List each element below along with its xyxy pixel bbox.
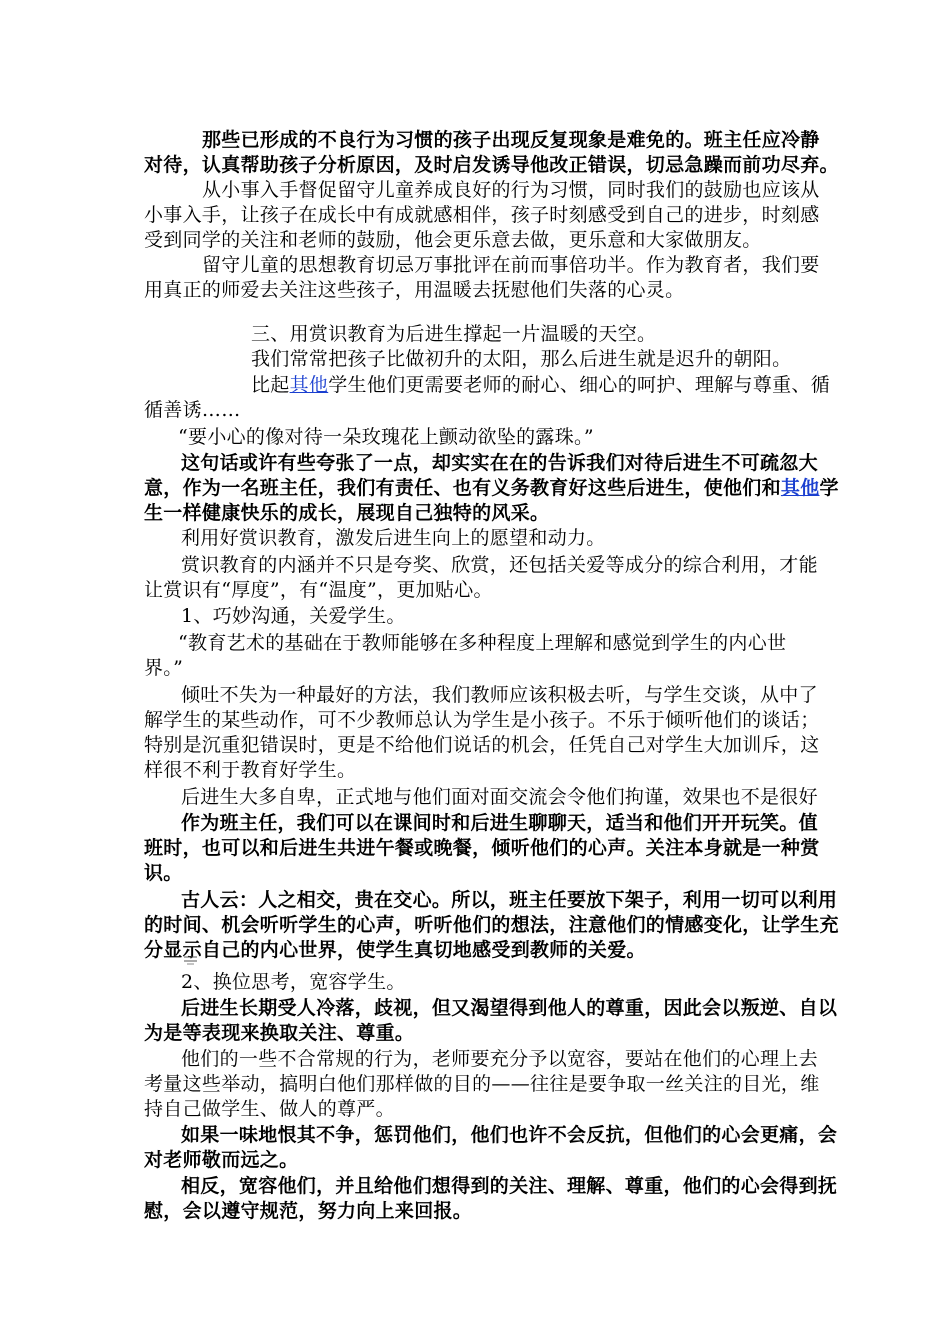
- paragraph-line: 后进生长期受人冷落，歧视，但又渴望得到他人的尊重，因此会以叛逆、自以: [181, 997, 838, 1019]
- paragraph-line: 后进生大多自卑，正式地与他们面对面交流会令他们拘谨，效果也不是很好: [181, 786, 818, 808]
- paragraph-line: 这句话或许有些夸张了一点，却实实在在的告诉我们对待后进生不可疏忽大: [181, 452, 818, 474]
- paragraph-line: [144, 476, 839, 501]
- text-span: 学生他们更需要老师的耐心、细心的呵护、理解与尊重、循: [328, 374, 831, 396]
- paragraph-line: 用真正的师爱去关注这些孩子，用温暖去抚慰他们失落的心灵。: [144, 279, 685, 301]
- paragraph-line: 如果一味地恨其不争，惩罚他们，他们也许不会反抗，但他们的心会更痛，会: [181, 1124, 838, 1146]
- section-heading: 三、用赏识教育为后进生撑起一片温暖的天空。: [251, 323, 657, 345]
- quote-line: “教育艺术的基础在于教师能够在多种程度上理解和感觉到学生的内心世: [178, 632, 787, 654]
- paragraph-line: 的时间、机会听听学生的心声，听听他们的想法，注意他们的情感变化，让学生充: [144, 914, 839, 936]
- paragraph-line: 作为班主任，我们可以在课间时和后进生聊聊天，适当和他们开开玩笑。值: [181, 812, 818, 834]
- subsection-heading: 1、巧妙沟通，关爱学生。: [181, 605, 406, 627]
- quote-line: 界。”: [144, 657, 184, 679]
- text-span: 学: [819, 477, 839, 499]
- quote-line: “要小心的像对待一朵玫瑰花上颤动欲坠的露珠。”: [178, 426, 594, 448]
- link-qita[interactable]: 其他: [780, 477, 820, 499]
- paragraph-line: 持自己做学生、做人的尊严。: [144, 1098, 395, 1120]
- paragraph-line: 那些已形成的不良行为习惯的孩子出现反复现象是难免的。班主任应冷静: [202, 129, 820, 151]
- paragraph-line: 受到同学的关注和老师的鼓励，他会更乐意去做，更乐意和大家做朋友。: [144, 229, 762, 251]
- link-qita[interactable]: 其他: [289, 374, 329, 396]
- paragraph-line: 倾吐不失为一种最好的方法，我们教师应该积极去听，与学生交谈，从中了: [181, 684, 818, 706]
- paragraph-line: 识。: [144, 862, 183, 884]
- paragraph-line: [251, 373, 830, 398]
- paragraph-line: 样很不利于教育好学生。: [144, 759, 357, 781]
- paragraph-line: 古人云：人之相交，贵在交心。所以，班主任要放下架子，利用一切可以利用: [181, 889, 838, 911]
- equals-mark-icon: [182, 952, 200, 966]
- paragraph-line: 循善诱……: [144, 399, 241, 421]
- paragraph-line: 他们的一些不合常规的行为，老师要充分予以宽容，要站在他们的心理上去: [181, 1048, 818, 1070]
- paragraph-line: 对待，认真帮助孩子分析原因，及时启发诱导他改正错误，切忌急躁而前功尽弃。: [144, 154, 839, 176]
- paragraph-line: 赏识教育的内涵并不只是夸奖、欣赏，还包括关爱等成分的综合利用，才能: [181, 554, 818, 576]
- paragraph-line: 从小事入手督促留守儿童养成良好的行为习惯，同时我们的鼓励也应该从: [202, 179, 820, 201]
- paragraph-line: 考量这些举动，搞明白他们那样做的目的——往往是要争取一丝关注的目光，维: [144, 1073, 820, 1095]
- text-span: 比起: [251, 374, 290, 396]
- paragraph-line: 分显示自己的内心世界，使学生真切地感受到教师的关爱。: [144, 939, 646, 961]
- paragraph-line: 解学生的某些动作，可不少教师总认为学生是小孩子。不乐于倾听他们的谈话；: [144, 709, 820, 731]
- paragraph-line: 相反，宽容他们，并且给他们想得到的关注、理解、尊重，他们的心会得到抚: [181, 1175, 838, 1197]
- paragraph-line: 生一样健康快乐的成长，展现自己独特的风采。: [144, 502, 550, 524]
- paragraph-line: 班时，也可以和后进生共进午餐或晚餐，倾听他们的心声。关注本身就是一种赏: [144, 837, 820, 859]
- paragraph-line: 我们常常把孩子比做初升的太阳，那么后进生就是迟升的朝阳。: [251, 348, 792, 370]
- paragraph-line: 让赏识有“厚度”，有“温度”，更加贴心。: [144, 579, 493, 601]
- paragraph-line: 对老师敬而远之。: [144, 1149, 299, 1171]
- paragraph-line: 留守儿童的思想教育切忌万事批评在前而事倍功半。作为教育者，我们要: [202, 254, 820, 276]
- paragraph-line: 利用好赏识教育，激发后进生向上的愿望和动力。: [181, 527, 606, 549]
- paragraph-line: 为是等表现来换取关注、尊重。: [144, 1022, 415, 1044]
- text-span: 意，作为一名班主任，我们有责任、也有义务教育好这些后进生，使他们和: [144, 477, 781, 499]
- paragraph-line: 小事入手，让孩子在成长中有成就感相伴，孩子时刻感受到自己的进步，时刻感: [144, 204, 820, 226]
- subsection-heading: 2、换位思考，宽容学生。: [181, 971, 406, 993]
- paragraph-line: 特别是沉重犯错误时，更是不给他们说话的机会，任凭自己对学生大加训斥，这: [144, 734, 820, 756]
- paragraph-line: 慰，会以遵守规范，努力向上来回报。: [144, 1200, 473, 1222]
